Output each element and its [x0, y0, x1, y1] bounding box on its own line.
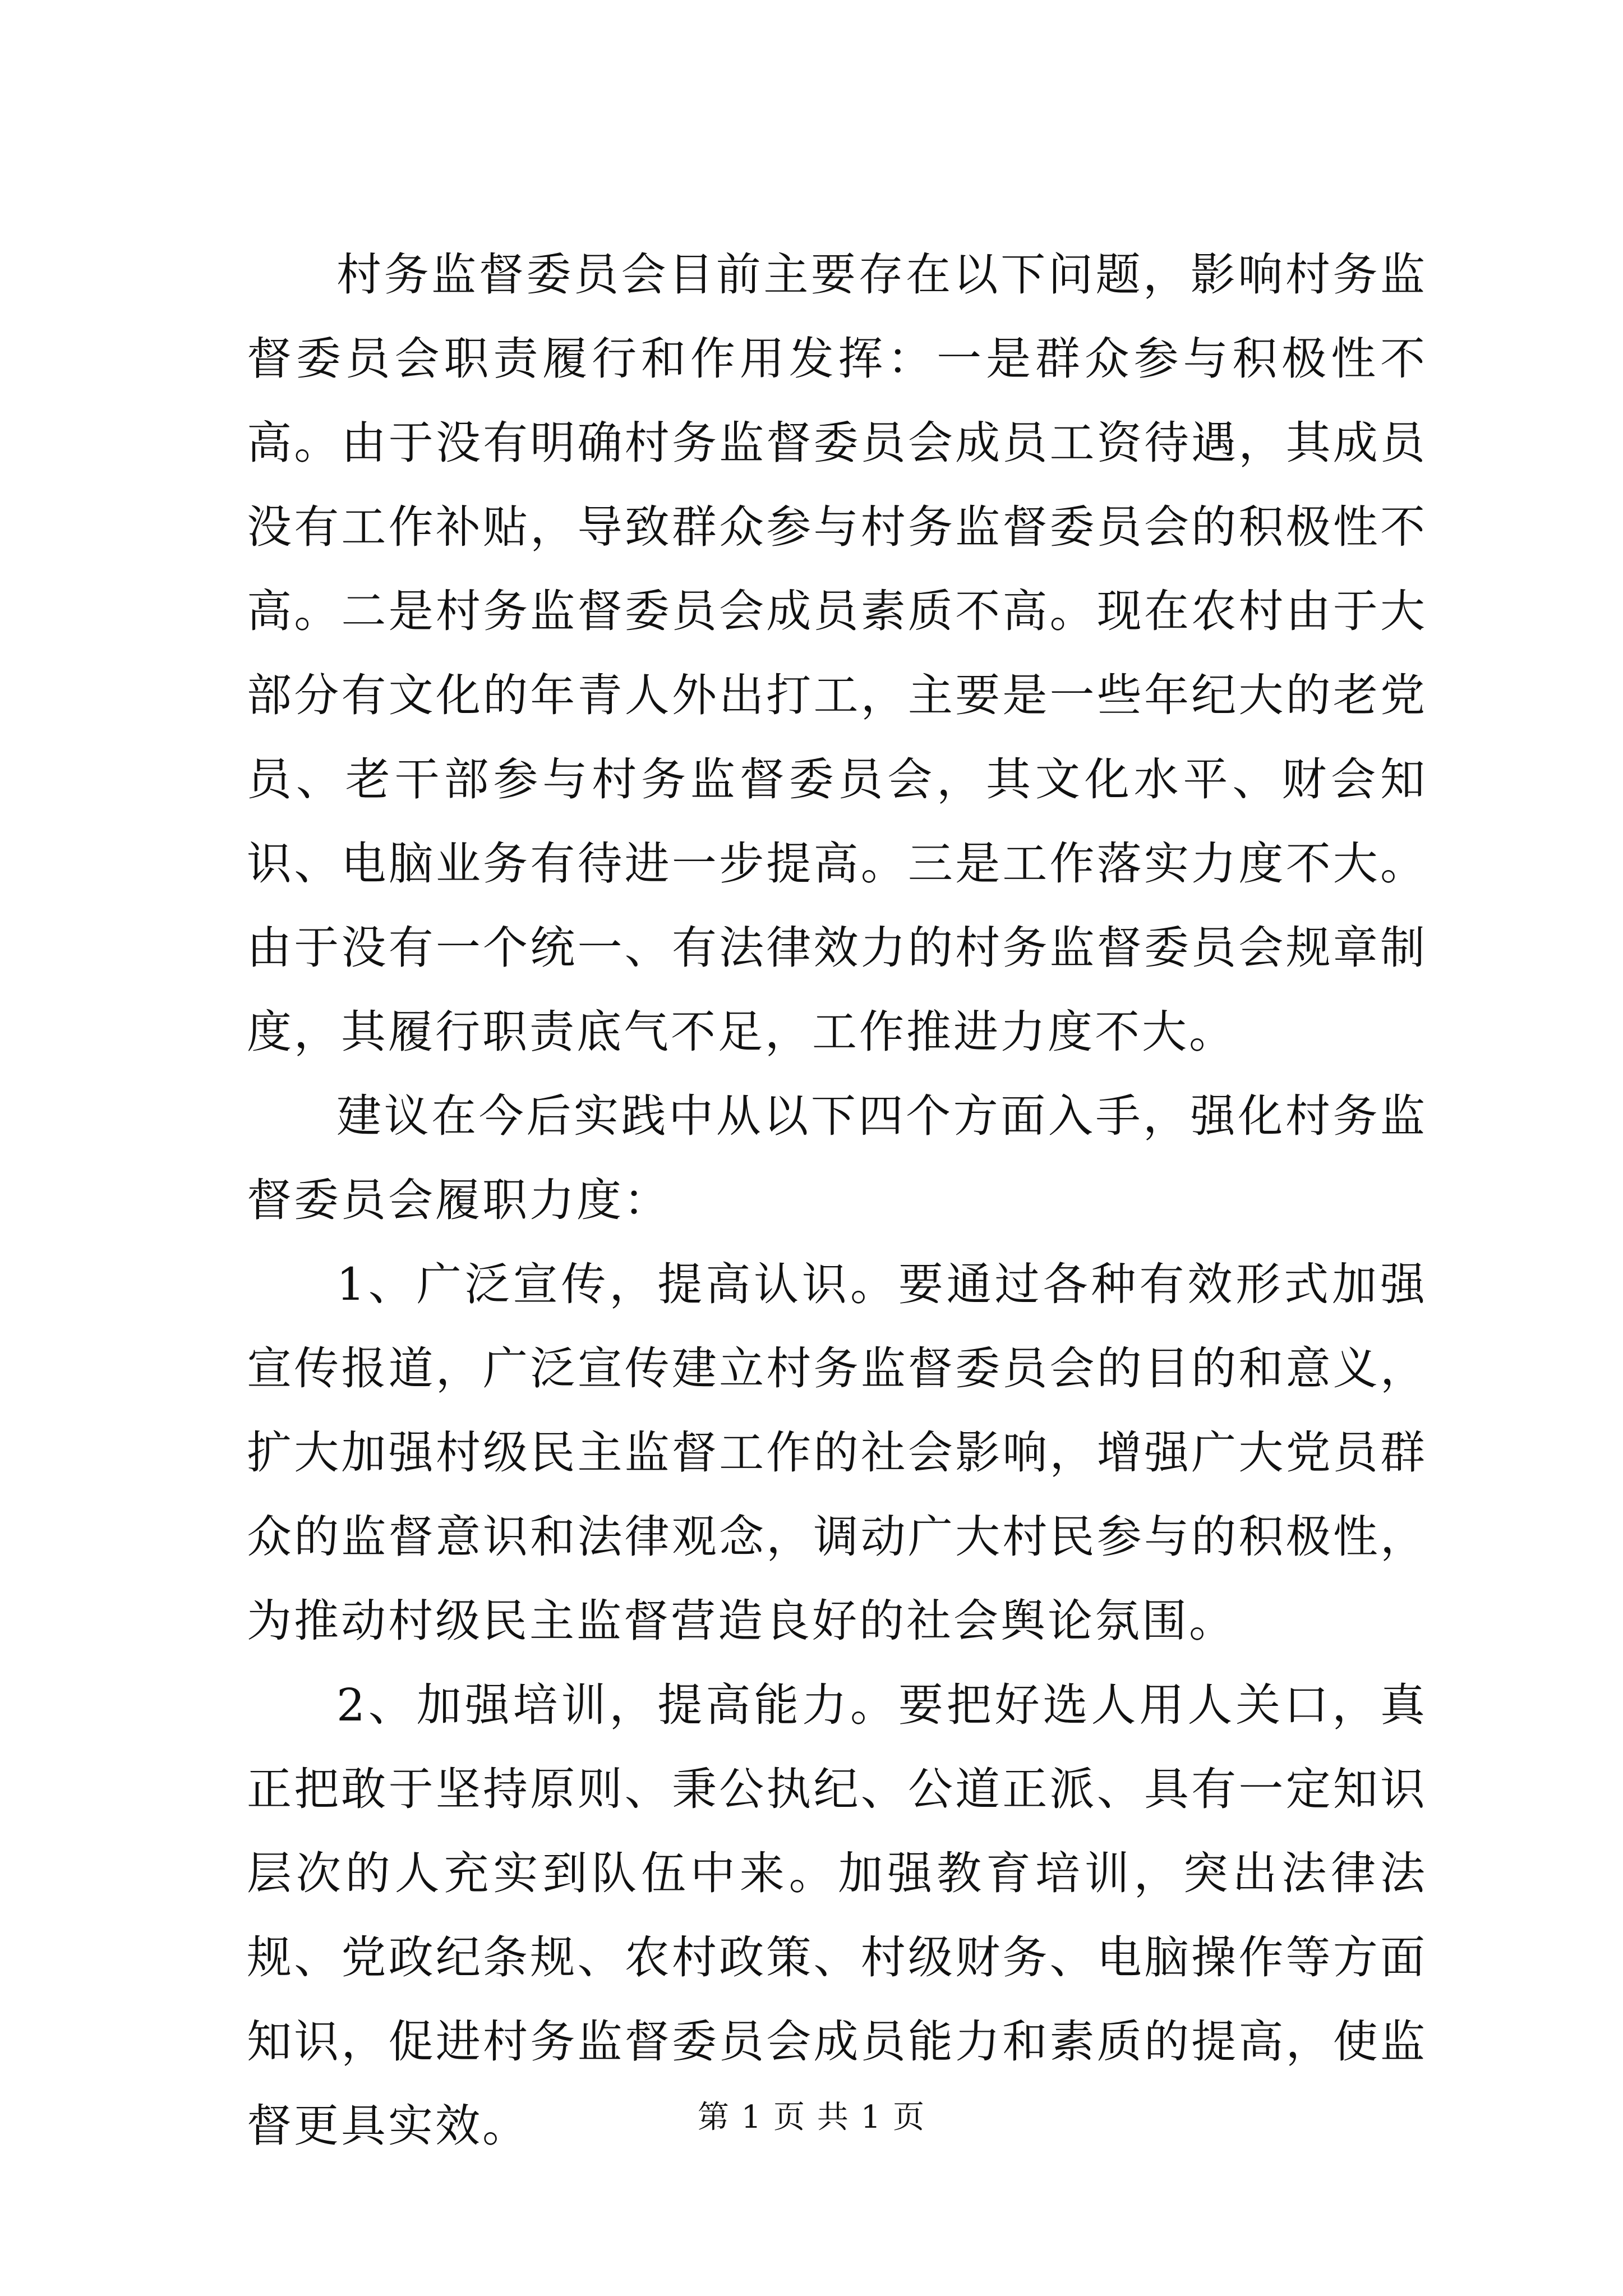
document-body [247, 233, 1427, 2168]
paragraph-suggestions-intro: 建议在今后实践中从以下四个方面入手，强化村务监督委员会履职力度： [247, 1090, 1427, 1226]
paragraph-item-1: 1、广泛宣传，提高认识。要通过各种有效形式加强宣传报道，广泛宣传建立村务监督委员会的目的和意义，扩大加强村级民主监督工作的社会影响，增强广大党员群众的监督意识和法律观念，调动广大村民参与的积极性，为推动村级民主监督营造良好的社会舆论氛围。 [247, 1258, 1427, 1647]
paragraph-problems: 村务监督委员会目前主要存在以下问题，影响村务监督委员会职责履行和作用发挥：一是群众参与积极性不高。由于没有明确村务监督委员会成员工资待遇，其成员没有工作补贴，导致群众参与村务监督委员会的积极性不高。二是村务监督委员会成员素质不高。现在农村由于大部分有文化的年青人外出打工，主要是一些年纪大的老党员、老干部参与村务监督委员会，其文化水平、财会知识、电脑业务有待进一步提高。三是工作落实力度不大。由于没有一个统一、有法律效力的村务监督委员会规章制度，其履行职责底气不足，工作推进力度不大。 [247, 249, 1427, 1058]
page-number-footer: 第 1 页 共 1 页 [697, 2099, 926, 2136]
paragraph-item-2: 2、加强培训，提高能力。要把好选人用人关口，真正把敢于坚持原则、秉公执纪、公道正派、具有一定知识层次的人充实到队伍中来。加强教育培训，突出法律法规、党政纪条规、农村政策、村级财务、电脑操作等方面知识，促进村务监督委员会成员能力和素质的提高，使监督更具实效。 [247, 1679, 1427, 2152]
